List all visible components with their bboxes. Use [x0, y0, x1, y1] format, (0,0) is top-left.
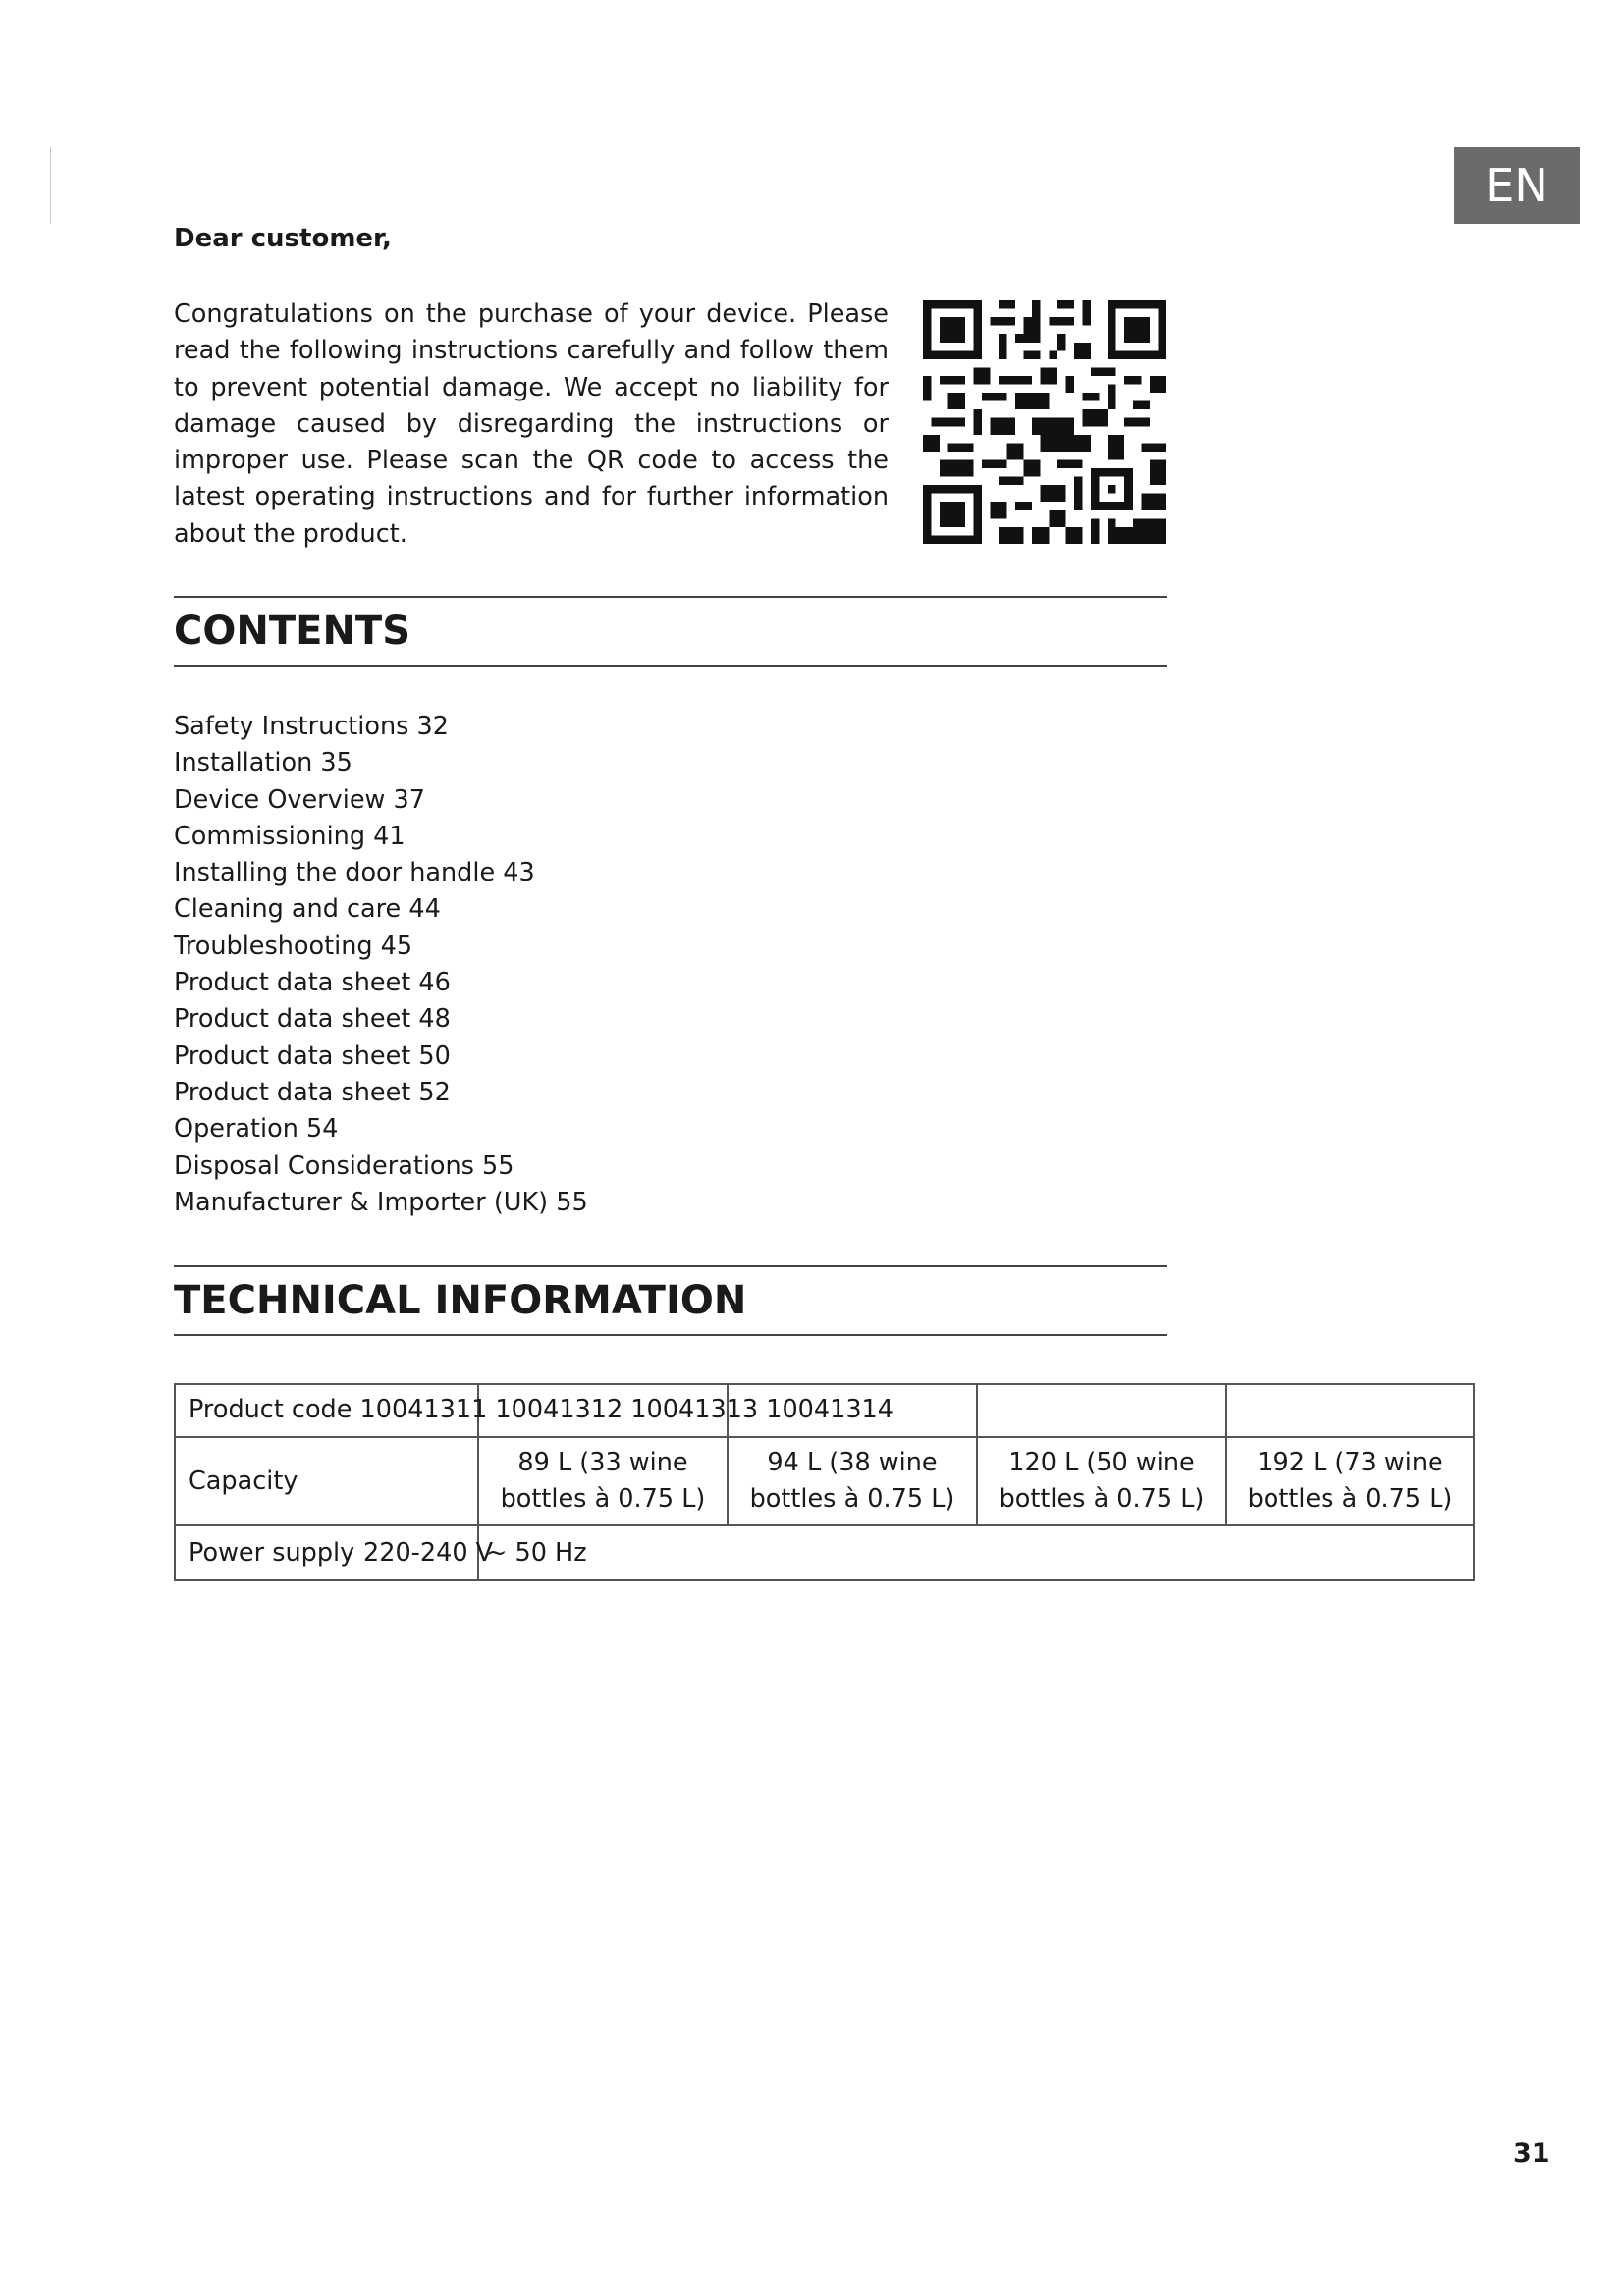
toc-item: Cleaning and care 44	[174, 894, 441, 925]
toc-item: Commissioning 41	[174, 821, 406, 851]
capacity-label: Capacity	[189, 1467, 298, 1496]
capacity-value	[729, 1445, 976, 1518]
table-cell	[1225, 1383, 1475, 1438]
power-value-voltage: 220-240 V	[363, 1538, 494, 1568]
capacity-value-line: 94 L (38 wine	[767, 1448, 938, 1477]
capacity-value	[479, 1445, 727, 1518]
intro-paragraph: Congratulations on the purchase of your device. Please read the following instructions carefully and follow them to prevent potential damage. We accept no liability for damage caused by disregarding the instructions or improper use. Please scan the QR code to access the latest operating instructions and for further information about the product.	[174, 299, 889, 549]
technical-rule-top	[174, 1265, 1167, 1267]
capacity-value-line: bottles à 0.75 L)	[500, 1484, 706, 1514]
contents-title: CONTENTS	[174, 609, 411, 654]
capacity-value-line: 120 L (50 wine	[1008, 1448, 1195, 1477]
table-cell	[976, 1383, 1227, 1438]
toc-item: Operation 54	[174, 1114, 339, 1145]
technical-rule-bottom	[174, 1334, 1167, 1336]
page-number: 31	[1513, 2138, 1550, 2168]
capacity-value	[978, 1445, 1225, 1518]
margin-rule	[50, 147, 51, 224]
capacity-value-line: bottles à 0.75 L)	[999, 1484, 1205, 1514]
power-value-frequency: ~ 50 Hz	[486, 1538, 587, 1568]
contents-list	[174, 709, 588, 1221]
greeting: Dear customer,	[174, 224, 392, 253]
table-cell	[477, 1524, 1475, 1581]
technical-title: TECHNICAL INFORMATION	[174, 1278, 747, 1323]
capacity-value-line: 192 L (73 wine	[1257, 1448, 1443, 1477]
toc-item: Manufacturer & Importer (UK) 55	[174, 1187, 588, 1217]
power-label: Power supply	[189, 1538, 355, 1568]
toc-item: Installation 35	[174, 748, 352, 778]
toc-item: Product data sheet 46	[174, 968, 451, 998]
product-code-text: Product code 10041311 10041312 10041313 10041314	[189, 1395, 894, 1424]
capacity-value	[1227, 1445, 1473, 1518]
toc-item: Product data sheet 48	[174, 1004, 451, 1035]
toc-item: Troubleshooting 45	[174, 931, 413, 961]
technical-table	[174, 1383, 1475, 1581]
toc-item: Safety Instructions 32	[174, 712, 449, 741]
contents-rule-bottom	[174, 665, 1167, 667]
capacity-value-line: bottles à 0.75 L)	[1247, 1484, 1453, 1514]
capacity-value-line: 89 L (33 wine	[517, 1448, 688, 1477]
toc-item: Device Overview 37	[174, 784, 425, 815]
capacity-value-line: bottles à 0.75 L)	[749, 1484, 955, 1514]
toc-item: Product data sheet 50	[174, 1041, 451, 1071]
contents-rule-top	[174, 596, 1167, 598]
toc-item: Disposal Considerations 55	[174, 1150, 514, 1181]
language-tab: EN	[1454, 147, 1580, 224]
toc-item: Installing the door handle 43	[174, 858, 535, 888]
qr-code	[923, 299, 1166, 545]
toc-item: Product data sheet 52	[174, 1077, 451, 1107]
